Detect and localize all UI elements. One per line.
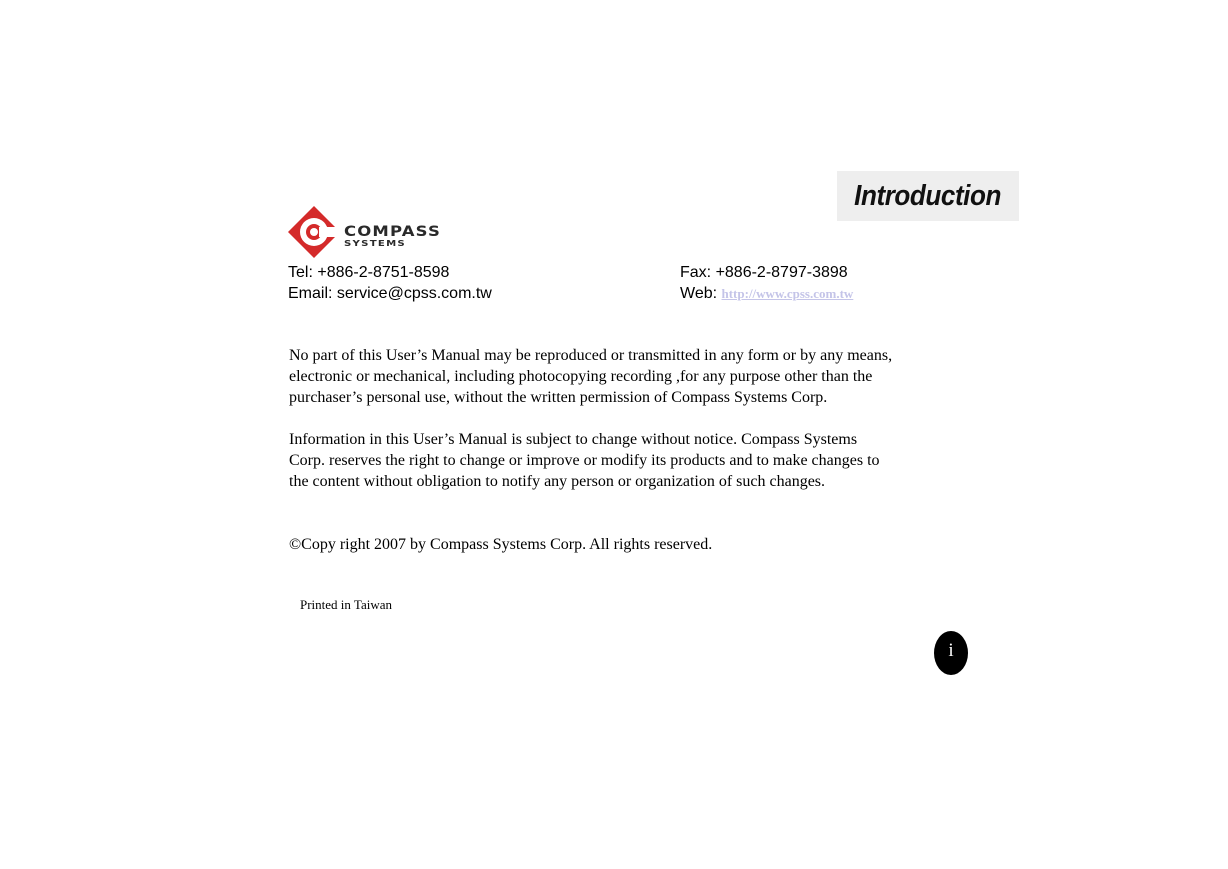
printed-in-note: Printed in Taiwan: [300, 597, 393, 612]
copyright-line: ©Copy right 2007 by Compass Systems Corp. All rights reserved.: [289, 536, 713, 553]
paragraph-line: Corp. reserves the right to change or improve or modify its products and to make changes to: [289, 452, 880, 469]
page-number: i: [948, 640, 954, 661]
logo-word-main: COMPASS: [344, 224, 441, 240]
paragraph-line: No part of this User’s Manual may be reproduced or transmitted in any form or by any means,: [289, 347, 893, 364]
web-label: Web:: [680, 285, 722, 302]
change-notice-paragraph: [289, 429, 969, 492]
compass-systems-logo: [287, 205, 447, 260]
copyright-notice-paragraph: [289, 345, 969, 408]
compass-logo-mark-icon: [288, 206, 340, 258]
contact-email: Email: service@cpss.com.tw: [288, 285, 492, 302]
web-link[interactable]: http://www.cpss.com.tw: [721, 286, 854, 301]
contact-fax: Fax: +886-2-8797-3898: [680, 264, 848, 281]
paragraph-line: the content without obligation to notify any person or organization of such changes.: [289, 473, 826, 490]
paragraph-line: electronic or mechanical, including photocopying recording ,for any purpose other than the: [289, 368, 873, 385]
contact-tel: Tel: +886-2-8751-8598: [288, 264, 450, 281]
page-number-badge: [934, 631, 968, 675]
contact-web: [680, 283, 853, 304]
section-title-tab: [837, 171, 1019, 221]
paragraph-line: Information in this User’s Manual is subject to change without notice. Compass Systems: [289, 431, 858, 448]
paragraph-line: purchaser’s personal use, without the written permission of Compass Systems Corp.: [289, 389, 828, 406]
logo-word-sub: SYSTEMS: [344, 239, 406, 248]
section-title: Introduction: [854, 179, 1002, 212]
